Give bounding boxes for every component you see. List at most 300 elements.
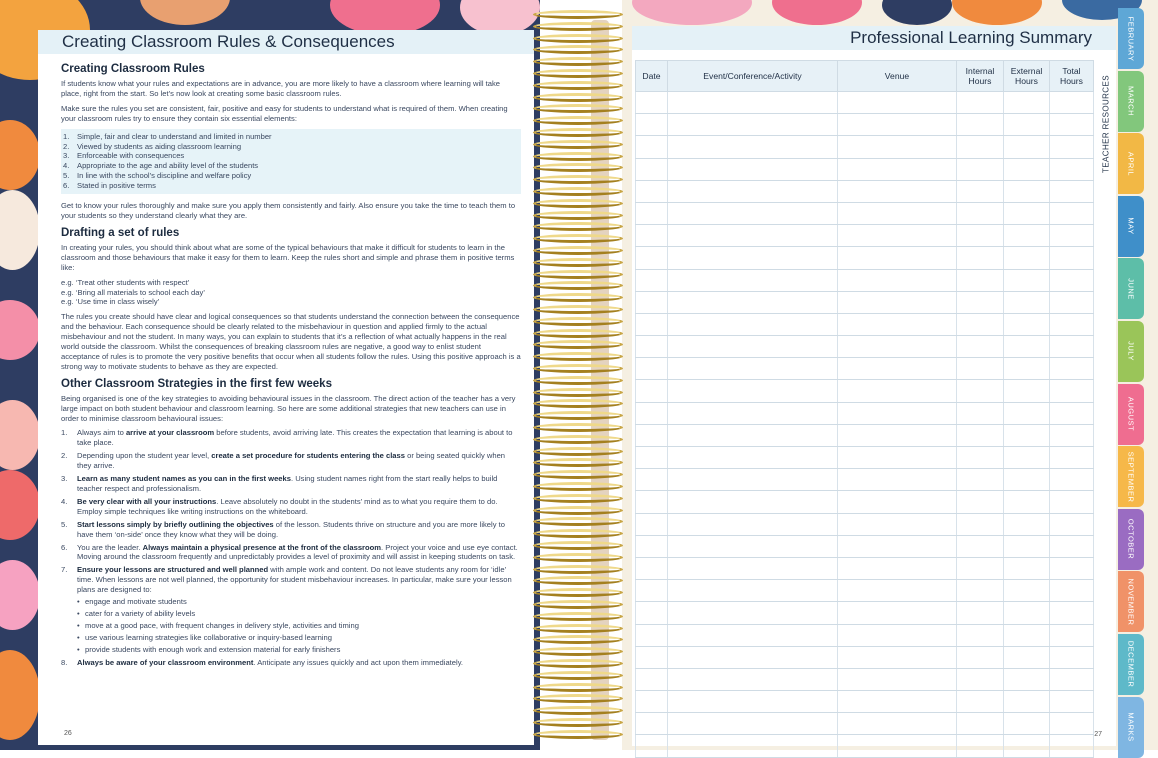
table-cell[interactable] (668, 114, 838, 136)
table-row[interactable] (636, 269, 1094, 291)
table-cell[interactable] (1050, 291, 1094, 313)
table-cell[interactable] (957, 713, 1004, 735)
table-row[interactable] (636, 624, 1094, 646)
table-cell[interactable] (838, 602, 957, 624)
list-item: 4. Be very clear with all your instructions. Leave absolutely no doubt in the students’ mind as to what you require them to do. Employ simple techniques like writing instructions on the whiteboard. (61, 496, 498, 516)
table-cell[interactable] (1004, 469, 1050, 491)
spiral-coil (533, 211, 623, 220)
table-cell[interactable] (838, 691, 957, 713)
table-cell[interactable] (957, 336, 1004, 358)
table-cell[interactable] (1004, 668, 1050, 690)
table-cell[interactable] (957, 380, 1004, 402)
table-row[interactable] (636, 336, 1094, 358)
table-cell[interactable] (838, 158, 957, 180)
table-cell[interactable] (636, 668, 668, 690)
spiral-coil (533, 600, 623, 609)
spiral-coil (533, 128, 623, 137)
table-cell[interactable] (668, 580, 838, 602)
table-cell[interactable] (838, 402, 957, 424)
tab-label: DECEMBER (1126, 641, 1136, 688)
table-cell[interactable] (1004, 202, 1050, 224)
list-item: 6. You are the leader. Always maintain a physical presence at the front of the classroom. Project your voice and use eye contact. Moving around the classroom frequently and unpredictably provides a level of proximity and will assist in keeping students on task. (61, 542, 518, 562)
spiral-coil (533, 199, 623, 208)
table-cell[interactable] (957, 158, 1004, 180)
table-cell[interactable] (636, 202, 668, 224)
spiral-coil (533, 647, 623, 656)
table-row[interactable] (636, 447, 1094, 469)
table-cell[interactable] (636, 380, 668, 402)
spiral-coil (533, 494, 623, 503)
table-cell[interactable] (668, 513, 838, 535)
list-item: 2. Depending upon the student year level, create a set procedure for students entering the class or being seated quickly when they arrive. (61, 451, 506, 471)
tab-marks[interactable] (1118, 697, 1144, 758)
table-cell[interactable] (636, 602, 668, 624)
essential-elements-box (61, 129, 521, 194)
table-cell[interactable] (668, 136, 838, 158)
table-cell[interactable] (957, 136, 1004, 158)
tab-label: NOVEMBER (1126, 578, 1136, 626)
table-cell[interactable] (1050, 491, 1094, 513)
table-cell[interactable] (668, 358, 838, 380)
table-row[interactable] (636, 180, 1094, 202)
table-cell[interactable] (668, 180, 838, 202)
table-cell[interactable] (636, 136, 668, 158)
tab-label: MARCH (1126, 86, 1136, 117)
page-title-right: Professional Learning Summary (632, 26, 1116, 50)
table-cell[interactable] (636, 535, 668, 557)
table-cell[interactable] (1050, 136, 1094, 158)
column-header-venue: Venue (838, 61, 957, 92)
table-cell[interactable] (1050, 402, 1094, 424)
table-cell[interactable] (1004, 269, 1050, 291)
table-cell[interactable] (1004, 646, 1050, 668)
table-cell[interactable] (838, 469, 957, 491)
table-cell[interactable] (957, 291, 1004, 313)
spiral-coil (533, 93, 623, 102)
tab-may[interactable] (1118, 196, 1144, 257)
tab-label: AUGUST (1126, 396, 1136, 432)
table-row[interactable] (636, 402, 1094, 424)
table-row[interactable] (636, 114, 1094, 136)
table-cell[interactable] (668, 313, 838, 335)
tab-october[interactable] (1118, 509, 1144, 570)
table-cell[interactable] (668, 380, 838, 402)
page-title: Creating Classroom Rules & Consequences (38, 30, 534, 54)
table-cell[interactable] (957, 469, 1004, 491)
spiral-coil (533, 635, 623, 644)
table-cell[interactable] (957, 580, 1004, 602)
tab-july[interactable] (1118, 321, 1144, 382)
table-cell[interactable] (838, 313, 957, 335)
table-cell[interactable] (1050, 624, 1094, 646)
table-cell[interactable] (838, 114, 957, 136)
table-cell[interactable] (636, 469, 668, 491)
table-cell[interactable] (1004, 358, 1050, 380)
table-row[interactable] (636, 202, 1094, 224)
table-cell[interactable] (1004, 336, 1050, 358)
tab-september[interactable] (1118, 446, 1144, 507)
table-row[interactable] (636, 513, 1094, 535)
spiral-coil (533, 683, 623, 692)
table-row[interactable] (636, 713, 1094, 735)
table-cell[interactable] (668, 447, 838, 469)
spiral-coil (533, 376, 623, 385)
table-cell[interactable] (668, 402, 838, 424)
table-cell[interactable] (957, 668, 1004, 690)
table-row[interactable] (636, 291, 1094, 313)
table-cell[interactable] (1004, 380, 1050, 402)
table-row[interactable] (636, 469, 1094, 491)
table-cell[interactable] (838, 735, 957, 757)
table-cell[interactable] (1050, 180, 1094, 202)
table-cell[interactable] (636, 624, 668, 646)
spiral-coil (533, 187, 623, 196)
table-cell[interactable] (957, 180, 1004, 202)
table-row[interactable] (636, 247, 1094, 269)
table-cell[interactable] (838, 580, 957, 602)
table-cell[interactable] (838, 447, 957, 469)
table-cell[interactable] (1004, 535, 1050, 557)
table-cell[interactable] (636, 247, 668, 269)
spiral-coil (533, 576, 623, 585)
table-cell[interactable] (636, 358, 668, 380)
table-cell[interactable] (838, 424, 957, 446)
spiral-coil (533, 234, 623, 243)
spiral-coil (533, 246, 623, 255)
column-header-total-hours: Total Hours (1050, 61, 1094, 92)
table-cell[interactable] (1050, 557, 1094, 579)
table-cell[interactable] (1004, 447, 1050, 469)
spiral-coil (533, 659, 623, 668)
table-cell[interactable] (957, 602, 1004, 624)
table-cell[interactable] (636, 447, 668, 469)
list-item: 6. Stated in positive terms (63, 181, 156, 191)
table-cell[interactable] (636, 580, 668, 602)
table-cell[interactable] (1004, 691, 1050, 713)
table-cell[interactable] (957, 535, 1004, 557)
table-cell[interactable] (1050, 269, 1094, 291)
table-cell[interactable] (668, 424, 838, 446)
table-cell[interactable] (838, 513, 957, 535)
table-cell[interactable] (1004, 158, 1050, 180)
table-cell[interactable] (668, 602, 838, 624)
table-cell[interactable] (636, 313, 668, 335)
tab-label: MAY (1126, 217, 1136, 235)
bullet-item: • engage and motivate students (77, 597, 521, 607)
table-cell[interactable] (636, 713, 668, 735)
table-cell[interactable] (957, 513, 1004, 535)
table-cell[interactable] (838, 225, 957, 247)
strategies-list (61, 428, 521, 667)
example-item: e.g. ‘Bring all materials to school each day’ (61, 287, 205, 297)
table-row[interactable] (636, 225, 1094, 247)
tab-august[interactable] (1118, 384, 1144, 445)
table-cell[interactable] (1050, 202, 1094, 224)
table-cell[interactable] (1004, 424, 1050, 446)
table-cell[interactable] (668, 624, 838, 646)
table-cell[interactable] (1004, 114, 1050, 136)
table-cell[interactable] (636, 336, 668, 358)
table-row[interactable] (636, 735, 1094, 757)
table-cell[interactable] (636, 735, 668, 757)
table-cell[interactable] (838, 247, 957, 269)
table-cell[interactable] (1050, 92, 1094, 114)
table-cell[interactable] (1050, 469, 1094, 491)
spiral-coil (533, 470, 623, 479)
spiral-coil (533, 517, 623, 526)
table-cell[interactable] (1050, 691, 1094, 713)
spiral-coil (533, 116, 623, 125)
table-cell[interactable] (957, 491, 1004, 513)
article-content (61, 60, 521, 671)
table-cell[interactable] (1004, 735, 1050, 757)
table-cell[interactable] (668, 202, 838, 224)
table-row[interactable] (636, 158, 1094, 180)
table-cell[interactable] (1004, 402, 1050, 424)
table-cell[interactable] (1050, 646, 1094, 668)
spiral-coil (533, 152, 623, 161)
table-cell[interactable] (957, 92, 1004, 114)
left-page (38, 30, 534, 745)
table-cell[interactable] (636, 180, 668, 202)
table-cell[interactable] (1004, 313, 1050, 335)
tab-label: JULY (1126, 341, 1136, 362)
table-cell[interactable] (957, 269, 1004, 291)
table-cell[interactable] (957, 557, 1004, 579)
spiral-coil (533, 529, 623, 538)
table-cell[interactable] (1004, 557, 1050, 579)
table-row[interactable] (636, 313, 1094, 335)
tab-march[interactable] (1118, 71, 1144, 132)
table-cell[interactable] (636, 158, 668, 180)
table-row[interactable] (636, 580, 1094, 602)
tab-february[interactable] (1118, 8, 1144, 69)
table-cell[interactable] (838, 136, 957, 158)
spiral-coil (533, 10, 623, 19)
tab-label: MARKS (1126, 712, 1136, 742)
table-cell[interactable] (636, 646, 668, 668)
table-cell[interactable] (668, 247, 838, 269)
table-body (636, 92, 1094, 758)
table-cell[interactable] (1050, 602, 1094, 624)
table-cell[interactable] (668, 713, 838, 735)
table-cell[interactable] (1004, 624, 1050, 646)
table-cell[interactable] (1004, 602, 1050, 624)
table-cell[interactable] (668, 668, 838, 690)
table-cell[interactable] (957, 225, 1004, 247)
table-cell[interactable] (838, 491, 957, 513)
table-cell[interactable] (1050, 713, 1094, 735)
table-cell[interactable] (636, 92, 668, 114)
table-cell[interactable] (668, 92, 838, 114)
table-row[interactable] (636, 136, 1094, 158)
column-header-date: Date (636, 61, 668, 92)
table-row[interactable] (636, 646, 1094, 668)
table-cell[interactable] (668, 225, 838, 247)
table-cell[interactable] (1050, 247, 1094, 269)
table-cell[interactable] (957, 247, 1004, 269)
page-number-left: 26 (64, 730, 72, 737)
table-row[interactable] (636, 491, 1094, 513)
table-cell[interactable] (1050, 158, 1094, 180)
spiral-coil (533, 718, 623, 727)
table-cell[interactable] (838, 646, 957, 668)
section-heading-drafting: Drafting a set of rules (61, 226, 180, 239)
table-cell[interactable] (957, 114, 1004, 136)
table-cell[interactable] (838, 380, 957, 402)
table-cell[interactable] (668, 336, 838, 358)
table-row[interactable] (636, 691, 1094, 713)
table-cell[interactable] (636, 491, 668, 513)
table-cell[interactable] (668, 691, 838, 713)
table-cell[interactable] (668, 491, 838, 513)
table-cell[interactable] (838, 269, 957, 291)
table-cell[interactable] (838, 92, 957, 114)
table-cell[interactable] (1004, 513, 1050, 535)
table-cell[interactable] (668, 646, 838, 668)
table-cell[interactable] (1050, 225, 1094, 247)
table-cell[interactable] (668, 535, 838, 557)
paragraph: The rules you create should have clear and logical consequences so that students understand the connection between the consequence and the behaviour. Each consequence should be clearly related to the misbehaviour in question and applied firmly to the actual misbehaviour and not the student. In many ways, you can explain to students that it’s a reflection of what actually happens in the real world outside the classroom. Whilst the consequences of breaking classroom rules are negative, a good way to enlist student acceptance of rules is to promote the very positive benefits that occur when all students follow the rules. Using this positive approach is a strong way to motivate students to behave as they are expected. (61, 312, 521, 371)
tab-june[interactable] (1118, 258, 1144, 319)
list-item: 1. Simple, fair and clear to understand and limited in number (63, 131, 272, 141)
spiral-coil (533, 222, 623, 231)
table-cell[interactable] (838, 713, 957, 735)
table-cell[interactable] (1050, 580, 1094, 602)
column-header-event: Event/Conference/Activity (668, 61, 838, 92)
spiral-coil (533, 45, 623, 54)
bullet-item: • provide students with enough work and extension material for early finishers (77, 645, 521, 655)
table-row[interactable] (636, 358, 1094, 380)
table-cell[interactable] (636, 291, 668, 313)
spiral-coil (533, 447, 623, 456)
spiral-coil (533, 411, 623, 420)
column-header-internal-hours: Internal Hours (957, 61, 1004, 92)
tab-april[interactable] (1118, 133, 1144, 194)
table-cell[interactable] (838, 358, 957, 380)
table-cell[interactable] (957, 202, 1004, 224)
table-cell[interactable] (1004, 713, 1050, 735)
spiral-coil (533, 293, 623, 302)
table-cell[interactable] (636, 114, 668, 136)
bullet-item: • use various learning strategies like collaborative or inquiry-based learning (77, 633, 521, 643)
table-cell[interactable] (1050, 313, 1094, 335)
table-cell[interactable] (1050, 447, 1094, 469)
spiral-coil (533, 69, 623, 78)
table-cell[interactable] (1004, 247, 1050, 269)
table-cell[interactable] (668, 557, 838, 579)
table-cell[interactable] (838, 668, 957, 690)
table-cell[interactable] (957, 424, 1004, 446)
table-cell[interactable] (636, 513, 668, 535)
table-cell[interactable] (957, 691, 1004, 713)
table-cell[interactable] (838, 202, 957, 224)
list-item: 3. Learn as many student names as you can in the first weeks. Using student names right from the start really helps to build teacher respect and professionalism. (61, 474, 498, 493)
table-cell[interactable] (957, 402, 1004, 424)
table-cell[interactable] (1004, 92, 1050, 114)
table-cell[interactable] (957, 624, 1004, 646)
table-cell[interactable] (668, 469, 838, 491)
table-cell[interactable] (636, 557, 668, 579)
table-row[interactable] (636, 92, 1094, 114)
table-cell[interactable] (957, 358, 1004, 380)
section-heading-strategies: Other Classroom Strategies in the first few weeks (61, 377, 332, 390)
table-cell[interactable] (1004, 580, 1050, 602)
table-cell[interactable] (1050, 535, 1094, 557)
table-cell[interactable] (668, 291, 838, 313)
table-cell[interactable] (1050, 358, 1094, 380)
tab-label: FEBRUARY (1126, 16, 1136, 61)
spiral-coil (533, 281, 623, 290)
table-row[interactable] (636, 602, 1094, 624)
table-cell[interactable] (1050, 380, 1094, 402)
table-cell[interactable] (668, 158, 838, 180)
table-cell[interactable] (636, 269, 668, 291)
table-cell[interactable] (668, 735, 838, 757)
table-cell[interactable] (1004, 225, 1050, 247)
section-label-teacher-resources: TEACHER RESOURCES (1101, 75, 1111, 173)
spiral-coil (533, 399, 623, 408)
table-cell[interactable] (1050, 424, 1094, 446)
paragraph: Get to know your rules thoroughly and make sure you apply them consistently and fairly. Also ensure you take the time to teach them to your students so they understand clearly what they are. (61, 201, 516, 220)
table-cell[interactable] (1004, 291, 1050, 313)
tab-december[interactable] (1118, 634, 1144, 695)
table-cell[interactable] (838, 557, 957, 579)
table-header-row (636, 61, 1094, 92)
table-cell[interactable] (957, 646, 1004, 668)
table-row[interactable] (636, 424, 1094, 446)
table-cell[interactable] (957, 735, 1004, 757)
table-cell[interactable] (1004, 180, 1050, 202)
spiral-coil (533, 81, 623, 90)
spiral-coil (533, 258, 623, 267)
table-row[interactable] (636, 380, 1094, 402)
table-cell[interactable] (1050, 114, 1094, 136)
table-cell[interactable] (636, 402, 668, 424)
table-cell[interactable] (636, 424, 668, 446)
table-row[interactable] (636, 668, 1094, 690)
table-cell[interactable] (1004, 491, 1050, 513)
table-cell[interactable] (668, 269, 838, 291)
table-cell[interactable] (957, 313, 1004, 335)
table-cell[interactable] (636, 691, 668, 713)
table-cell[interactable] (838, 291, 957, 313)
paragraph: Make sure the rules you set are consistent, fair, positive and easy for students to understand what is required of them. When creating your classroom rules try to ensure they contain six essential elements: (61, 103, 508, 123)
month-tabs (1118, 8, 1144, 748)
table-cell[interactable] (1004, 136, 1050, 158)
paragraph: In creating your rules, you should think about what are some of the typical behaviours that make it difficult for students to learn in the classroom and those behaviours that make it easy for them to learn. Keep the rules short and simple and phrase them in positive terms like: (61, 242, 515, 272)
table-cell[interactable] (1050, 735, 1094, 757)
tab-november[interactable] (1118, 571, 1144, 632)
table-cell[interactable] (838, 535, 957, 557)
list-item: 8. Always be aware of your classroom environment. Anticipate any issues quickly and act upon them immediately. (61, 657, 464, 667)
table-row[interactable] (636, 535, 1094, 557)
table-cell[interactable] (838, 624, 957, 646)
table-cell[interactable] (1050, 513, 1094, 535)
list-item: 2. Viewed by students as aiding classroom learning (63, 141, 242, 151)
table-cell[interactable] (957, 447, 1004, 469)
table-row[interactable] (636, 557, 1094, 579)
spiral-coil (533, 624, 623, 633)
table-cell[interactable] (1050, 668, 1094, 690)
table-cell[interactable] (636, 225, 668, 247)
table-cell[interactable] (838, 180, 957, 202)
tab-label: JUNE (1126, 278, 1136, 300)
table-cell[interactable] (1050, 336, 1094, 358)
table-cell[interactable] (838, 336, 957, 358)
bullet-item: • move at a good pace, with frequent changes in delivery style, activities and timing (77, 621, 521, 631)
spiral-coil (533, 730, 623, 739)
